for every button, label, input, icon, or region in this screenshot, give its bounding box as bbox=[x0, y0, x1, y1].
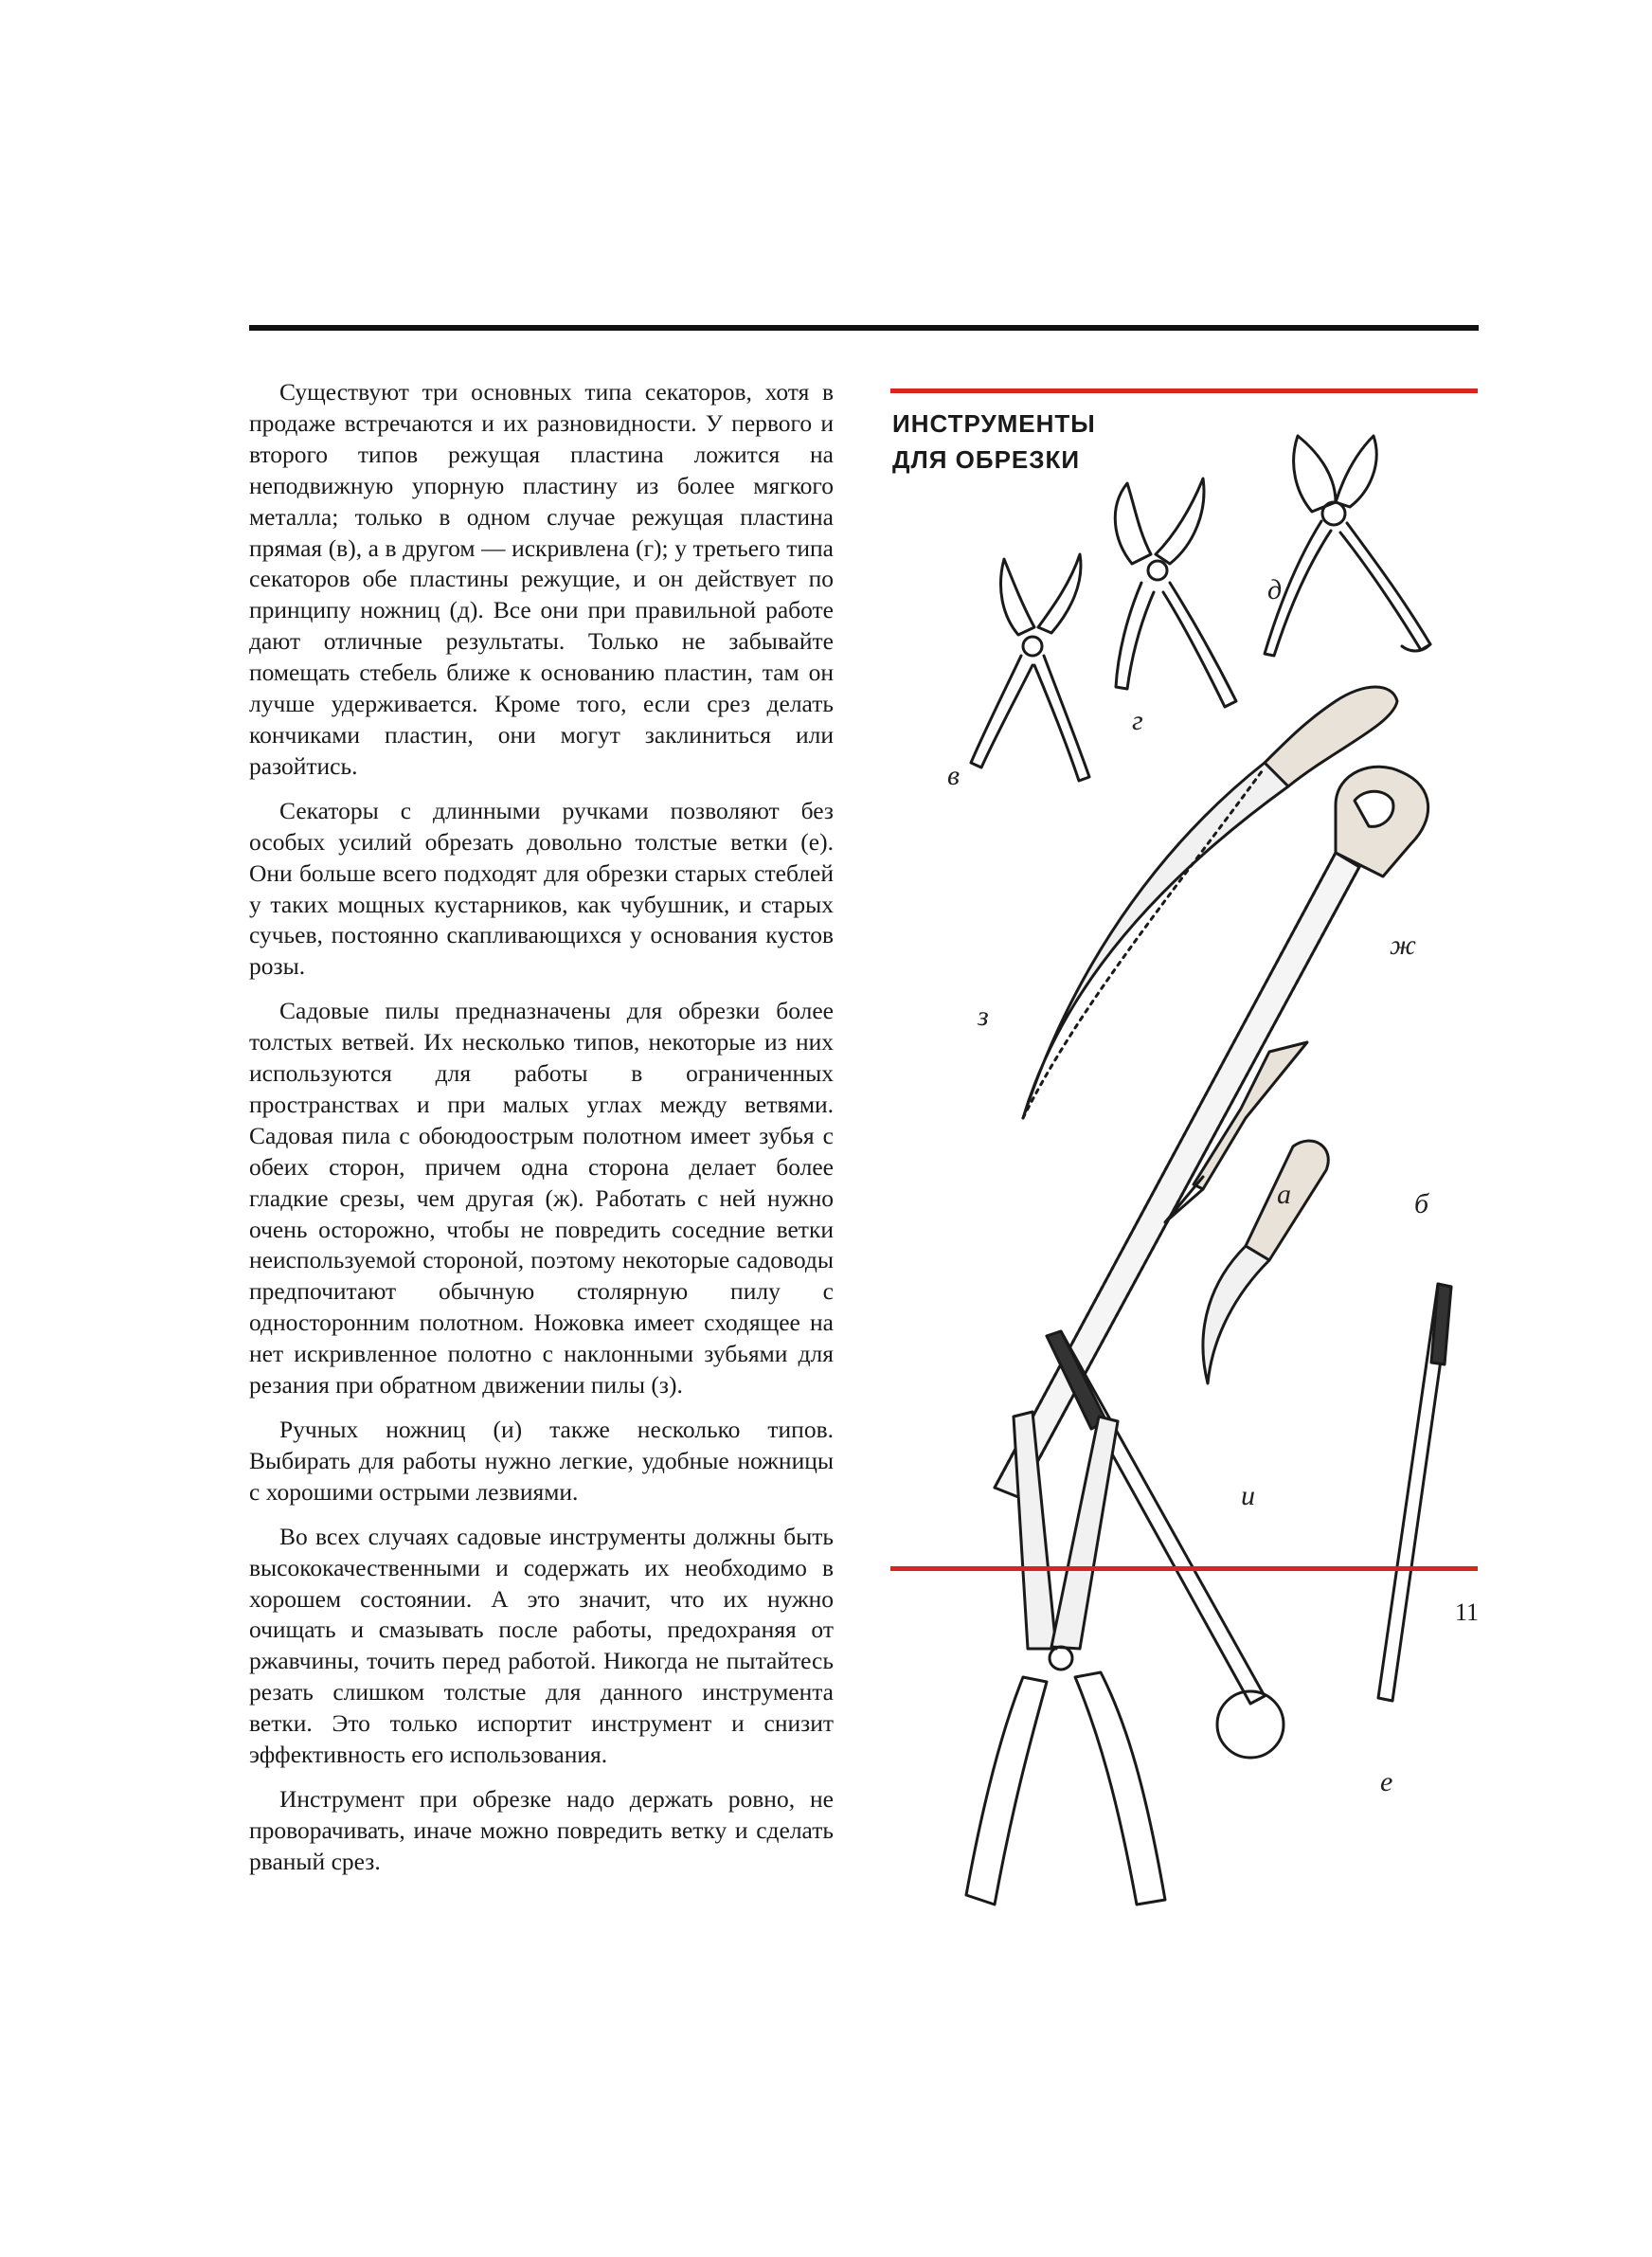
paragraph-5: Во всех случаях садовые инструменты должны быть высококачественными и содержать их необходимо в хорошем состоянии. А это значит, что их нужно очищать и смазывать после работы, предохраняя от ржавчины, точить перед работой. Никогда не пытайтесь резать слишком толстые для данного инструмента ветки. Это только испортит инструмент и снизит эффективность его использования. bbox=[249, 1522, 834, 1769]
paragraph-4: Ручных ножниц (и) также несколько типов. Выбирать для работы нужно легкие, удобные ножницы с хорошими острыми лезвиями. bbox=[249, 1416, 834, 1506]
label-zh: ж bbox=[1390, 930, 1416, 961]
secateurs-straight-type-v bbox=[971, 554, 1089, 781]
label-e: е bbox=[1380, 1766, 1393, 1797]
paragraph-3: Садовые пилы предназначены для обрезки более толстых ветвей. Их несколько типов, некоторые из них используются для работы в ограниченных пространствах и при малых углах между ветвями. Садовая пила с обоюдоострым полотном имеет зубья с обеих сторон, причем одна сторона делает более гладкие срезы, чем другая (ж). Работать с ней нужно очень осторожно, чтобы не повредить соседние ветки неиспользуемой стороной, поэтому некоторые садоводы предпочитают обычную столярную пилу с односторонним полотном. Ножовка имеет сходящее на нет искривленное полотно с наклонными зубьями для резания при обратном движении пилы (з). bbox=[249, 997, 834, 1399]
secateurs-curved-type-g bbox=[1115, 478, 1236, 707]
paragraph-2: Секаторы с длинными ручками позволяют без особых усилий обрезать довольно толстые ветки (е). Они больше всего подходят для обрезки старых стеблей у таких мощных кустарников, как чубушник, и старых сучьев, постоянно скапливающихся у основания кустов розы. bbox=[249, 796, 834, 981]
main-text bbox=[249, 377, 834, 1891]
label-v: в bbox=[947, 760, 961, 791]
page-number: 11 bbox=[1454, 1598, 1479, 1626]
label-z: з bbox=[978, 1001, 989, 1032]
double-edged-saw-zh bbox=[995, 767, 1428, 1497]
label-d: д bbox=[1267, 574, 1283, 605]
sidebar-top-rule bbox=[890, 388, 1478, 393]
sidebar-title-line-2: ДЛЯ ОБРЕЗКИ bbox=[892, 445, 1081, 474]
paragraph-6: Инструмент при обрезке надо держать ровно, не проворачивать, иначе можно повредить ветку и сделать рваный срез. bbox=[249, 1784, 834, 1875]
hooked-pruning-knife-b bbox=[1203, 1141, 1328, 1383]
label-b: б bbox=[1414, 1188, 1429, 1219]
label-i: и bbox=[1241, 1480, 1255, 1511]
paragraph-1: Существуют три основных типа секаторов, хотя в продаже встречаются и их разновидности. У первого и второго типов режущая пластина ложится на неподвижную упорную пластину из более мягкого металла; только в одном случае режущая пластина прямая (в), а в другом — искривлена (г); у третьего типа секаторов обе пластины режущие, и он действует по принципу ножниц (д). Все они при правильной работе дают отличные результаты. Только не забывайте помещать стебель ближе к основанию пластин, там он лучше удерживается. Кроме того, если срез делать кончиками пластин, они могут заклиниться или разойтись. bbox=[249, 378, 834, 780]
label-g: г bbox=[1132, 705, 1143, 736]
top-rule bbox=[249, 325, 1479, 331]
secateurs-scissor-type-d bbox=[1265, 436, 1430, 656]
sidebar-bottom-rule bbox=[890, 1566, 1478, 1571]
sidebar-title-line-1: ИНСТРУМЕНТЫ bbox=[892, 409, 1096, 438]
label-a: а bbox=[1277, 1179, 1291, 1210]
